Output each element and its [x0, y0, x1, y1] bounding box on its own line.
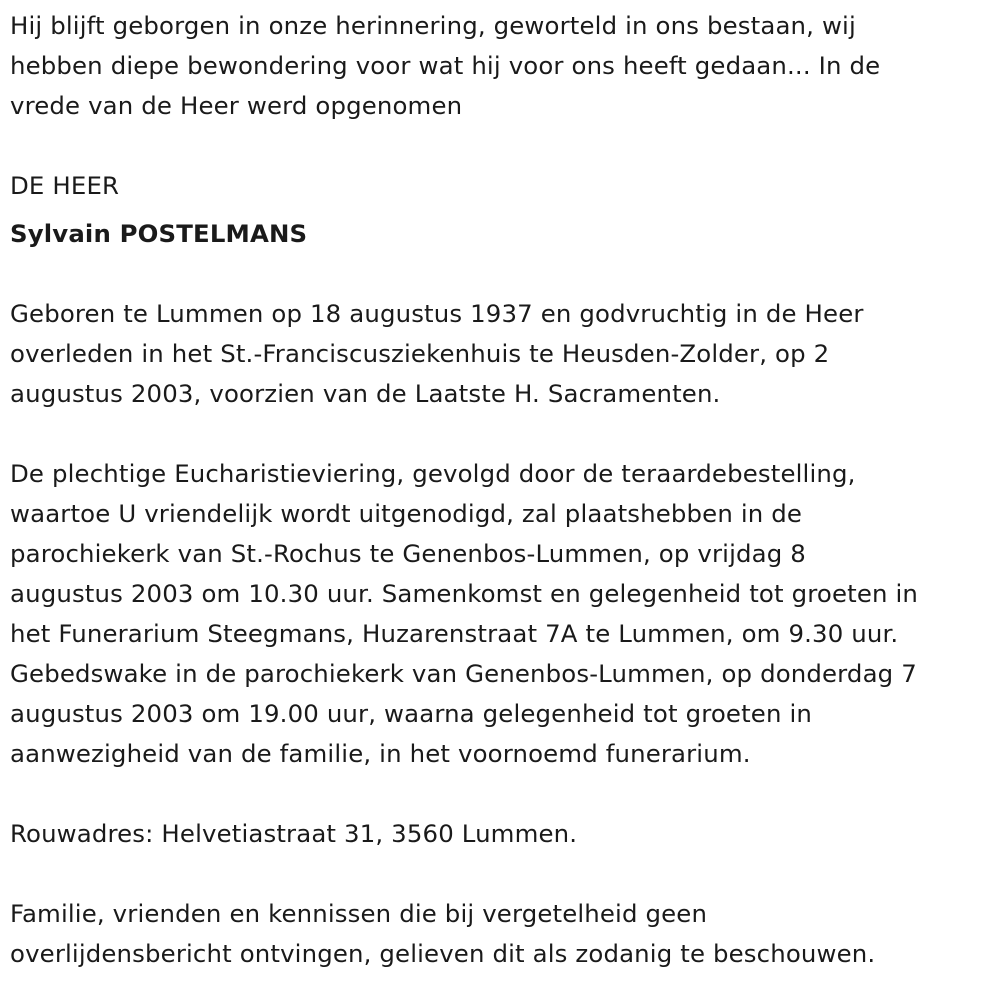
- birth-death-line: Geboren te Lummen op 18 augustus 1937 en godvruchtig in de Heer: [10, 299, 864, 328]
- intro-line: Hij blijft geborgen in onze herinnering, geworteld in ons bestaan, wij: [10, 11, 856, 40]
- closing-paragraph: [10, 894, 994, 974]
- ceremony-line: het Funerarium Steegmans, Huzarenstraat 7A te Lummen, om 9.30 uur.: [10, 619, 899, 648]
- spacer: [10, 414, 994, 454]
- spacer: [10, 854, 994, 894]
- ceremony-line: parochiekerk van St.-Rochus te Genenbos-Lummen, op vrijdag 8: [10, 539, 806, 568]
- spacer: [10, 774, 994, 814]
- birth-death-paragraph: [10, 294, 994, 414]
- intro-paragraph: [10, 6, 994, 126]
- intro-line: vrede van de Heer werd opgenomen: [10, 91, 463, 120]
- ceremony-line: augustus 2003 om 19.00 uur, waarna gelegenheid tot groeten in: [10, 699, 812, 728]
- closing-line: overlijdensbericht ontvingen, gelieven dit als zodanig te beschouwen.: [10, 939, 876, 968]
- intro-line: hebben diepe bewondering voor wat hij voor ons heeft gedaan... In de: [10, 51, 881, 80]
- ceremony-line: waartoe U vriendelijk wordt uitgenodigd, zal plaatshebben in de: [10, 499, 803, 528]
- ceremony-paragraph: [10, 454, 994, 774]
- birth-death-line: overleden in het St.-Franciscusziekenhuis te Heusden-Zolder, op 2: [10, 339, 830, 368]
- spacer: [10, 126, 994, 166]
- mourning-address: Rouwadres: Helvetiastraat 31, 3560 Lummen.: [10, 819, 578, 848]
- ceremony-line: De plechtige Eucharistieviering, gevolgd door de teraardebestelling,: [10, 459, 856, 488]
- obituary-document: [10, 6, 994, 974]
- birth-death-line: augustus 2003, voorzien van de Laatste H. Sacramenten.: [10, 379, 721, 408]
- deceased-name: Sylvain POSTELMANS: [10, 219, 308, 248]
- ceremony-line: Gebedswake in de parochiekerk van Genenbos-Lummen, op donderdag 7: [10, 659, 917, 688]
- ceremony-line: aanwezigheid van de familie, in het voornoemd funerarium.: [10, 739, 751, 768]
- ceremony-line: augustus 2003 om 10.30 uur. Samenkomst en gelegenheid tot groeten in: [10, 579, 919, 608]
- honorific-title: DE HEER: [10, 171, 120, 200]
- spacer: [10, 254, 994, 294]
- closing-line: Familie, vrienden en kennissen die bij vergetelheid geen: [10, 899, 708, 928]
